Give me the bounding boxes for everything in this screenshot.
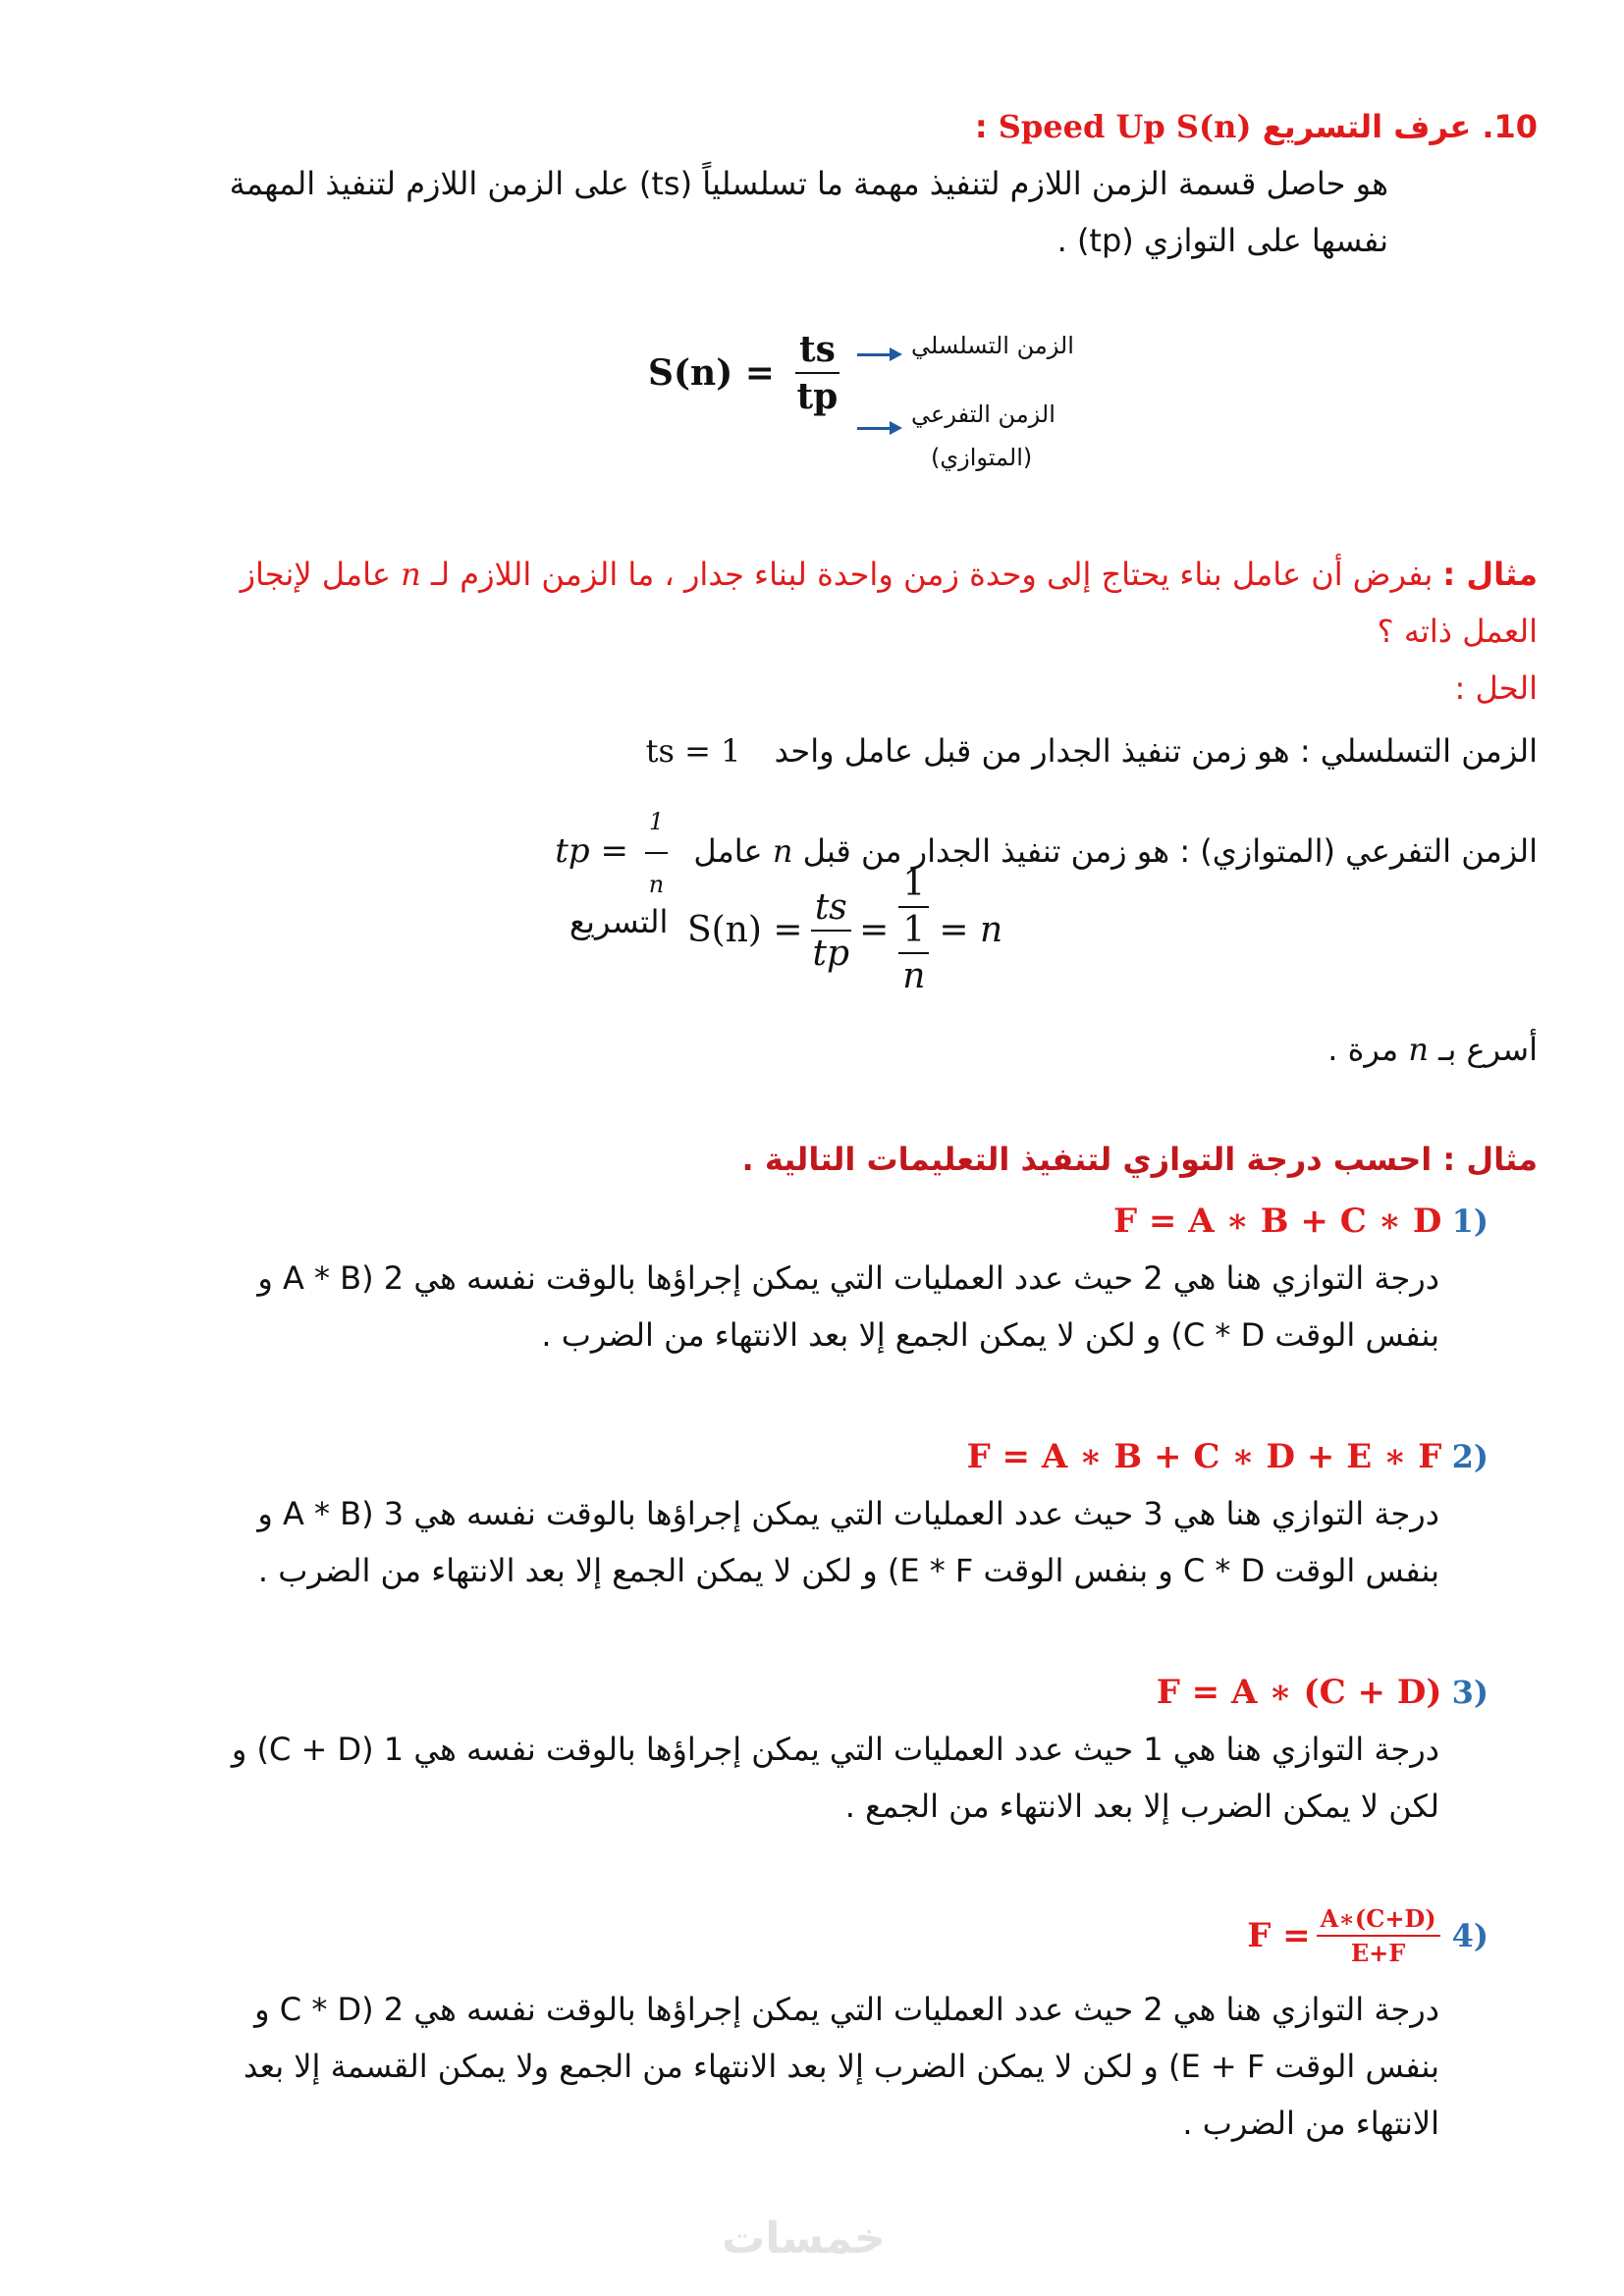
- tp-lhs: tp =: [555, 831, 628, 871]
- tp-var: n: [772, 832, 793, 870]
- faster-var: n: [1408, 1031, 1429, 1068]
- ts-text: الزمن التسلسلي : هو زمن تنفيذ الجدار من قبل عامل واحد: [774, 732, 1538, 770]
- speed-label: التسريع: [569, 903, 669, 940]
- definition-line-1: هو حاصل قسمة الزمن اللازم لتنفيذ مهمة ما تسلسلياً (ts) على الزمن اللازم لتنفيذ المهمة: [229, 165, 1388, 202]
- formula-lhs: S(n) =: [648, 352, 775, 394]
- formula-denominator: tp: [796, 376, 839, 417]
- ts-line: [646, 722, 1538, 779]
- speed-compound-fraction: [894, 864, 933, 996]
- item2-line-1: درجة التوازي هنا هي 3 حيث عدد العمليات التي يمكن إجراؤها بالوقت نفسه هي 3 (A * B و: [257, 1495, 1439, 1532]
- example1-prefix: مثال :: [1442, 556, 1538, 593]
- item2-formula: F = A ∗ B + C ∗ D + E ∗ F: [966, 1437, 1442, 1476]
- faster-line: [1327, 1021, 1538, 1078]
- section-title-en: Speed Up S(n): [998, 108, 1252, 145]
- speed-inner-fraction: [898, 910, 929, 996]
- label-branch: الزمن التفرعي: [911, 400, 1056, 428]
- item2-heading: [967, 1428, 1489, 1485]
- item1-line-1: درجة التوازي هنا هي 2 حيث عدد العمليات التي يمكن إجراؤها بالوقت نفسه هي 2 (A * B و: [257, 1259, 1439, 1297]
- speed-denominator: tp: [812, 933, 850, 974]
- item1-formula: F = A ∗ B + C ∗ D: [1112, 1201, 1442, 1241]
- speed-fraction: [809, 887, 854, 974]
- example1-question-line-2: العمل ذاته ؟: [1377, 613, 1538, 650]
- item4-lhs: F =: [1247, 1916, 1311, 1955]
- formula-fraction: [792, 329, 841, 417]
- speedup-formula: [648, 329, 847, 417]
- item4-formula: [1247, 1904, 1445, 1967]
- definition-line-2: نفسها على التوازي (tp) .: [1056, 222, 1388, 259]
- ts-math: ts = 1: [645, 732, 741, 770]
- example1-solution-label: الحل :: [1454, 669, 1538, 707]
- tp-denominator: n: [648, 871, 665, 898]
- item4-line-2: بنفس الوقت E + F) و لكن لا يمكن الضرب إلا بعد الانتهاء من الجمع ولا يمكن القسمة إلا بعد: [243, 2048, 1439, 2085]
- speed-denominator-2: [894, 908, 933, 996]
- faster-a: أسرع بـ: [1438, 1031, 1538, 1068]
- speed-equals: =: [859, 910, 890, 950]
- item1-line-2: بنفس الوقت C * D) و لكن لا يمكن الجمع إلا بعد الانتهاء من الضرب .: [541, 1316, 1439, 1354]
- watermark-logo: خمسات: [722, 2214, 886, 2264]
- section-title-ar: عرف التسريع: [1262, 108, 1472, 145]
- speed-inner-denominator: n: [902, 956, 926, 996]
- formula-numerator: ts: [795, 329, 839, 374]
- speed-numerator: ts: [811, 887, 851, 932]
- section-number: 10.: [1482, 108, 1538, 145]
- item3-heading: [1157, 1664, 1489, 1721]
- item3-number: (3: [1451, 1674, 1489, 1711]
- item4-line-3: الانتهاء من الضرب .: [1182, 2105, 1439, 2142]
- example1-question-var: n: [401, 556, 421, 593]
- item1-number: (1: [1451, 1202, 1489, 1240]
- item1-heading: [1113, 1193, 1489, 1250]
- item3-line-2: لكن لا يمكن الضرب إلا بعد الانتهاء من الجمع .: [844, 1788, 1439, 1825]
- example2-heading: مثال : احسب درجة التوازي لتنفيذ التعليمات التالية .: [741, 1141, 1538, 1178]
- label-serial: الزمن التسلسلي: [911, 332, 1074, 359]
- section-title-colon: :: [974, 108, 988, 145]
- item4-line-1: درجة التوازي هنا هي 2 حيث عدد العمليات التي يمكن إجراؤها بالوقت نفسه هي 2 (C * D و: [254, 1991, 1439, 2028]
- speed-inner-numerator: 1: [898, 910, 929, 954]
- item3-formula: F = A ∗ (C + D): [1156, 1673, 1442, 1712]
- item4-denominator: E+F: [1350, 1939, 1406, 1967]
- item2-number: (2: [1451, 1438, 1489, 1475]
- section-title: [975, 98, 1538, 155]
- speed-expression: [687, 864, 1002, 996]
- item4-number: (4: [1451, 1917, 1489, 1954]
- example1-question-line-1: [137, 546, 1538, 603]
- example1-question-b: عامل لإنجاز: [240, 556, 391, 593]
- faster-b: مرة .: [1327, 1031, 1399, 1068]
- item4-fraction: [1317, 1904, 1440, 1967]
- speed-result: = n: [939, 910, 1003, 950]
- label-parallel: (المتوازي): [931, 444, 1033, 471]
- tp-text-b: عامل: [693, 832, 763, 870]
- arrow-serial-icon: [857, 353, 891, 356]
- item4-numerator: A∗(C+D): [1317, 1904, 1440, 1937]
- item2-line-2: بنفس الوقت C * D و بنفس الوقت E * F) و لكن لا يمكن الجمع إلا بعد الانتهاء من الضرب .: [257, 1552, 1439, 1589]
- arrow-branch-icon: [857, 427, 891, 430]
- tp-text-a: الزمن التفرعي (المتوازي) : هو زمن تنفيذ الجدار من قبل: [802, 832, 1538, 870]
- example1-question-a: بفرض أن عامل بناء يحتاج إلى وحدة زمن واحدة لبناء جدار ، ما الزمن اللازم لـ: [430, 556, 1434, 593]
- speed-numerator-2: 1: [898, 864, 929, 908]
- item3-line-1: درجة التوازي هنا هي 1 حيث عدد العمليات التي يمكن إجراؤها بالوقت نفسه هي 1 (C + D) و: [231, 1731, 1439, 1768]
- tp-numerator: 1: [645, 793, 668, 854]
- speed-lhs: S(n) =: [687, 910, 803, 950]
- item4-heading: [1247, 1904, 1489, 1967]
